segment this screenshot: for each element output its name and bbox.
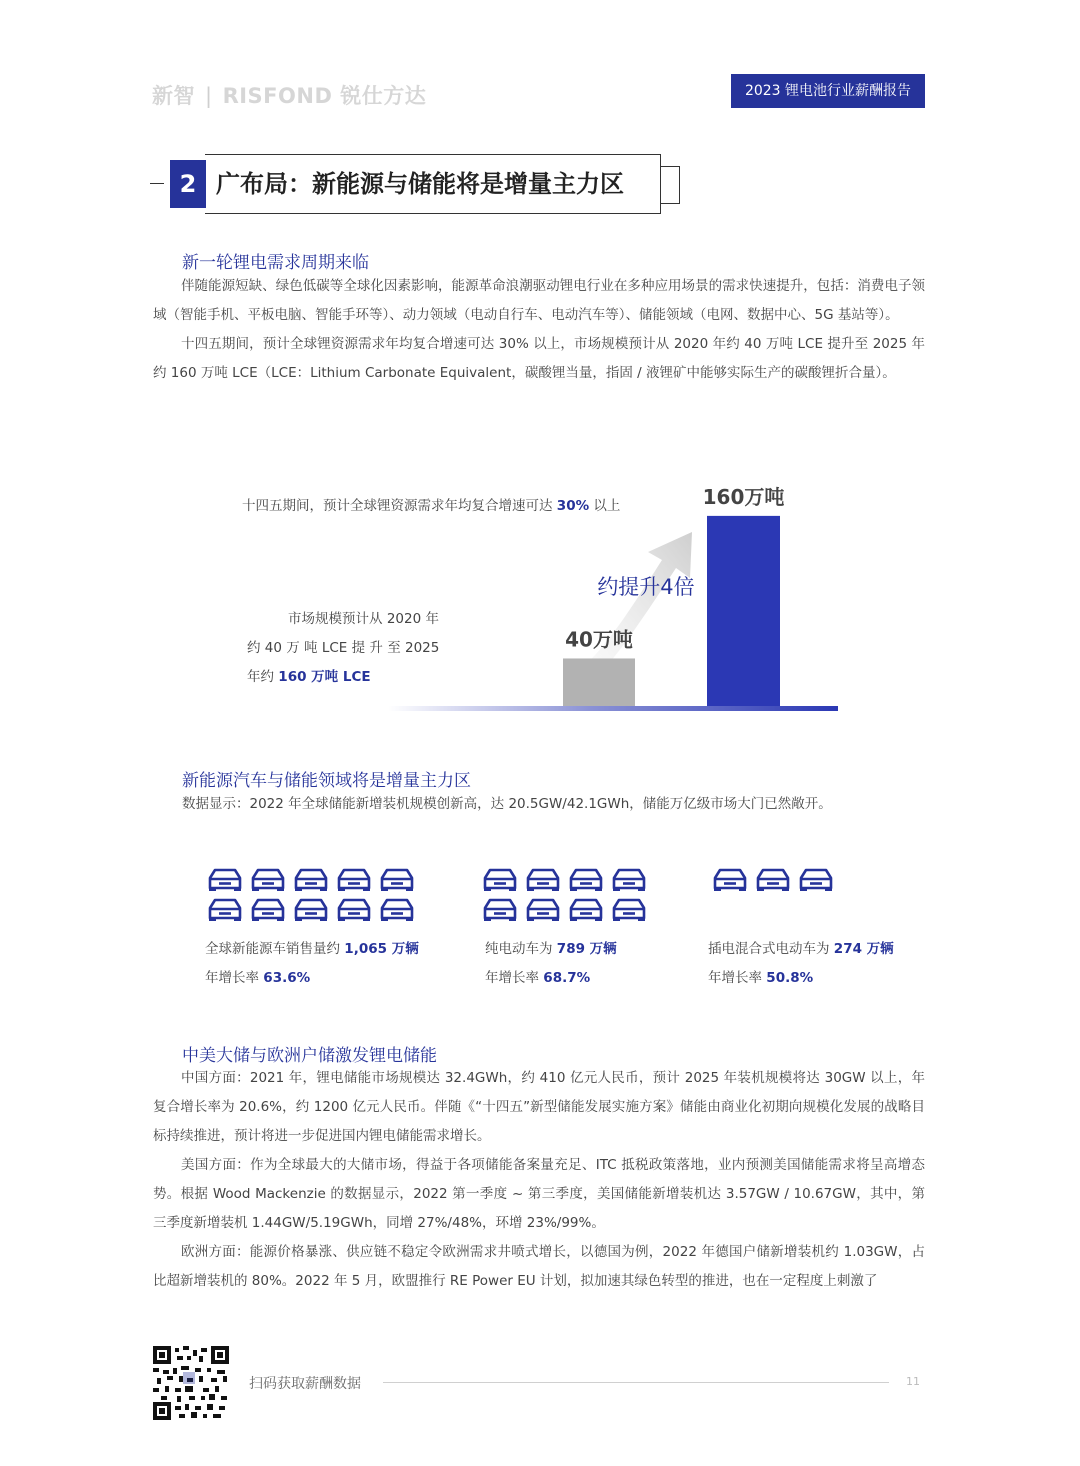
footer-scan-text: 扫码获取薪酬数据 bbox=[249, 1376, 361, 1392]
stat-growth-label: 年增长率 bbox=[485, 970, 544, 986]
car-row bbox=[482, 897, 647, 921]
footer-divider bbox=[383, 1382, 889, 1383]
stat-growth-value: 68.7% bbox=[543, 970, 591, 986]
page-number: 11 bbox=[906, 1375, 920, 1388]
stat-sales-value: 274 万辆 bbox=[833, 941, 894, 957]
stat-growth-value: 50.8% bbox=[766, 970, 814, 986]
car-icon bbox=[611, 897, 647, 921]
car-icon bbox=[798, 867, 834, 891]
stat-sales-label: 插电混合式电动车为 bbox=[708, 941, 834, 957]
car-icon bbox=[712, 867, 748, 891]
heading-energy-storage: 中美大储与欧洲户储激发锂电储能 bbox=[182, 1046, 437, 1066]
stat-new-energy bbox=[205, 935, 419, 993]
car-icon bbox=[525, 867, 561, 891]
car-group-new-energy bbox=[207, 867, 415, 921]
stat-growth-value: 63.6% bbox=[263, 970, 311, 986]
section-title: 广布局：新能源与储能将是增量主力区 bbox=[216, 170, 624, 198]
bar-2020 bbox=[563, 658, 635, 706]
paragraph-demand: 伴随能源短缺、绿色低碳等全球化因素影响，能源革命浪潮驱动锂电行业在多种应用场景的需求快速提升，包括：消费电子领域（智能手机、平板电脑、智能手环等）、动力领域（电动自行车、电动汽车等）、储能领域（电网、数据中心、5G 基站等）。 bbox=[153, 278, 925, 323]
lithium-demand-chart bbox=[380, 480, 850, 720]
car-icon bbox=[250, 867, 286, 891]
stat-sales bbox=[708, 935, 894, 964]
stat-bev bbox=[485, 935, 617, 993]
stat-growth-label: 年增长率 bbox=[708, 970, 767, 986]
stat-sales-label: 全球新能源车销售量约 bbox=[205, 941, 345, 957]
car-icon bbox=[336, 867, 372, 891]
market-line-3-highlight: 160 万吨 LCE bbox=[278, 669, 371, 685]
car-icon bbox=[207, 897, 243, 921]
car-icon bbox=[250, 897, 286, 921]
stat-phev bbox=[708, 935, 894, 993]
car-icon bbox=[568, 867, 604, 891]
stat-growth bbox=[205, 964, 419, 993]
qr-code-icon[interactable] bbox=[153, 1346, 229, 1420]
bar-2020-value-label: 40万吨 bbox=[565, 627, 633, 652]
report-title-badge: 2023 锂电池行业薪酬报告 bbox=[731, 74, 925, 108]
car-icon bbox=[379, 897, 415, 921]
stat-sales bbox=[205, 935, 419, 964]
car-icon bbox=[207, 867, 243, 891]
market-line-3-prefix: 年约 bbox=[247, 669, 279, 685]
heading-ev-storage: 新能源汽车与储能领域将是增量主力区 bbox=[182, 771, 471, 791]
paragraph-14th-five-year: 十四五期间，预计全球锂资源需求年均复合增速可达 30% 以上，市场规模预计从 2020 年约 40 万吨 LCE 提升至 2025 年约 160 万吨 LCE（LCE：Lithium Carbonate Equivalent，碳酸锂当量，指固 / 液锂矿中能够实际生产的碳酸锂折合量）。 bbox=[153, 336, 925, 381]
stat-growth-label: 年增长率 bbox=[205, 970, 264, 986]
section-title-frame-outer bbox=[660, 166, 680, 204]
car-icon bbox=[379, 867, 415, 891]
chart-note-prefix: 十四五期间，预计全球锂资源需求年均复合增速可达 bbox=[242, 498, 557, 514]
paragraph-usa: 美国方面：作为全球最大的大储市场，得益于各项储能备案量充足、ITC 抵税政策落地，业内预测美国储能需求将呈高增态势。根据 Wood Mackenzie 的数据显示，2022 第一季度 ~ 第三季度，美国储能新增装机达 3.57GW / 10.67GW，其中，第三季度新增装机 1.44GW/5.19GWh，同增 27%/48%，环增 23%/99%。 bbox=[153, 1157, 925, 1231]
car-icon bbox=[482, 867, 518, 891]
car-row bbox=[207, 897, 415, 921]
logo-risfond: RISFOND 锐仕方达 bbox=[222, 84, 427, 108]
car-icon bbox=[293, 867, 329, 891]
header-logo bbox=[152, 80, 426, 110]
paragraph-china: 中国方面：2021 年，锂电储能市场规模达 32.4GWh，约 410 亿元人民币，预计 2025 年装机规模将达 30GW 以上，年复合增长率为 20.6%，约 1200 亿元人民币。伴随《“十四五”新型储能发展实施方案》储能由商业化初期向规模化发展的战略目标持续推进，预计将进一步促进国内锂电储能需求增长。 bbox=[153, 1070, 925, 1144]
bar-2025 bbox=[707, 516, 780, 706]
chart-note-highlight: 30% bbox=[556, 498, 590, 514]
car-group-bev bbox=[482, 867, 647, 921]
car-row bbox=[712, 867, 834, 891]
bar-2025-value-label: 160万吨 bbox=[702, 484, 785, 509]
car-icon bbox=[293, 897, 329, 921]
car-icon bbox=[525, 897, 561, 921]
market-line-1: 市场规模预计从 2020 年 bbox=[288, 611, 439, 627]
car-icon bbox=[336, 897, 372, 921]
section-number: 2 bbox=[170, 160, 206, 208]
stat-sales-label: 纯电动车为 bbox=[485, 941, 557, 957]
logo-divider: | bbox=[205, 84, 213, 108]
stat-sales-value: 1,065 万辆 bbox=[344, 941, 419, 957]
car-icon bbox=[755, 867, 791, 891]
rise-arrow bbox=[580, 532, 695, 676]
car-icon bbox=[482, 897, 518, 921]
car-row bbox=[207, 867, 415, 891]
car-group-phev bbox=[712, 867, 834, 891]
storage-intro: 数据显示：2022 年全球储能新增装机规模创新高，达 20.5GW/42.1GWh，储能万亿级市场大门已然敞开。 bbox=[182, 796, 832, 812]
stat-sales bbox=[485, 935, 617, 964]
rise-annotation: 约提升4倍 bbox=[597, 575, 695, 599]
paragraph-group-3 bbox=[153, 1064, 925, 1296]
section-title-dash bbox=[150, 183, 164, 184]
car-row bbox=[482, 867, 647, 891]
paragraph-group-1 bbox=[153, 272, 925, 388]
chart-note-suffix: 以上 bbox=[589, 498, 621, 514]
market-line-2: 约 40 万 吨 LCE 提 升 至 2025 bbox=[247, 640, 440, 656]
paragraph-europe: 欧洲方面：能源价格暴涨、供应链不稳定令欧洲需求井喷式增长，以德国为例，2022 年德国户储新增装机约 1.03GW，占比超新增装机的 80%。2022 年 5 月，欧盟推行 RE Power EU 计划，拟加速其绿色转型的推进，也在一定程度上刺激了 bbox=[153, 1244, 925, 1289]
car-icon bbox=[568, 897, 604, 921]
stat-growth bbox=[708, 964, 894, 993]
logo-xinzhi: 新智 bbox=[152, 84, 195, 108]
stat-growth bbox=[485, 964, 617, 993]
stat-sales-value: 789 万辆 bbox=[556, 941, 617, 957]
heading-lithium-cycle: 新一轮锂电需求周期来临 bbox=[182, 253, 369, 273]
car-icon bbox=[611, 867, 647, 891]
chart-baseline bbox=[388, 706, 838, 711]
